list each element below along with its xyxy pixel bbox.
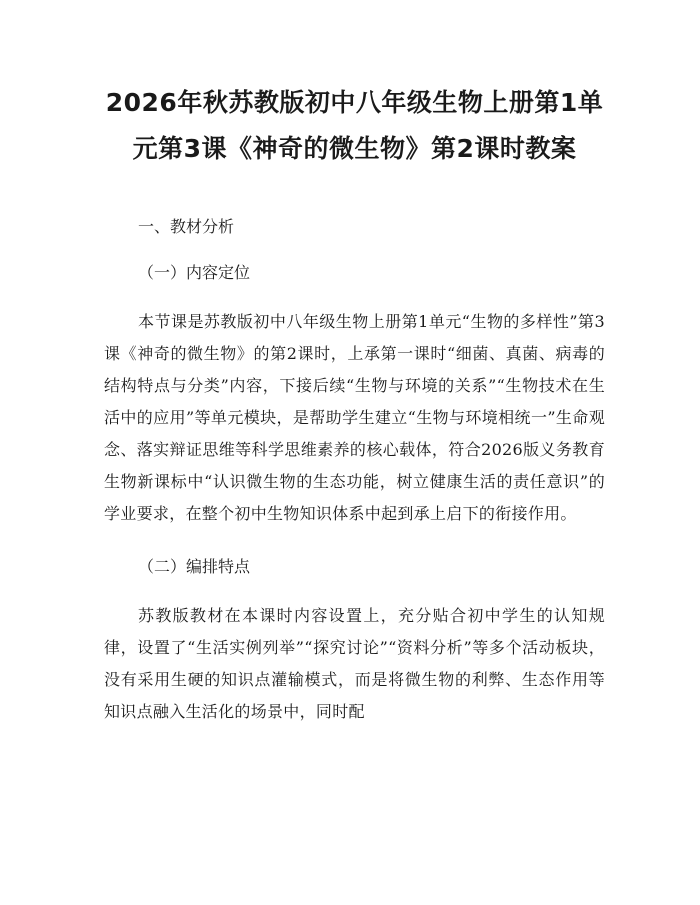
paragraph-arrangement-features: 苏教版教材在本课时内容设置上，充分贴合初中学生的认知规律，设置了“生活实例列举”“探究讨论”“资料分析”等多个活动板块，没有采用生硬的知识点灌输模式，而是将微生物的利弊、生态作用等知识点融入生活化的场景中，同时配 <box>104 606 605 721</box>
document-title: 2026年秋苏教版初中八年级生物上册第1单元第3课《神奇的微生物》第2课时教案 <box>105 88 604 163</box>
subsection-heading-arrangement-features: （二）编排特点 <box>138 557 251 576</box>
subsection-heading-content-positioning: （一）内容定位 <box>138 263 251 282</box>
section-heading-textbook-analysis: 一、教材分析 <box>138 217 235 236</box>
paragraph-content-positioning: 本节课是苏教版初中八年级生物上册第1单元“生物的多样性”第3课《神奇的微生物》的第2课时，上承第一课时“细菌、真菌、病毒的结构特点与分类”内容，下接后续“生物与环境的关系”“生物技术在生活中的应用”等单元模块，是帮助学生建立“生物与环境相统一”生命观念、落实辩证思维等科学思维素养的核心载体，符合2026版义务教育生物新课标中“认识微生物的生态功能，树立健康生活的责任意识”的学业要求，在整个初中生物知识体系中起到承上启下的衔接作用。 <box>104 312 605 523</box>
